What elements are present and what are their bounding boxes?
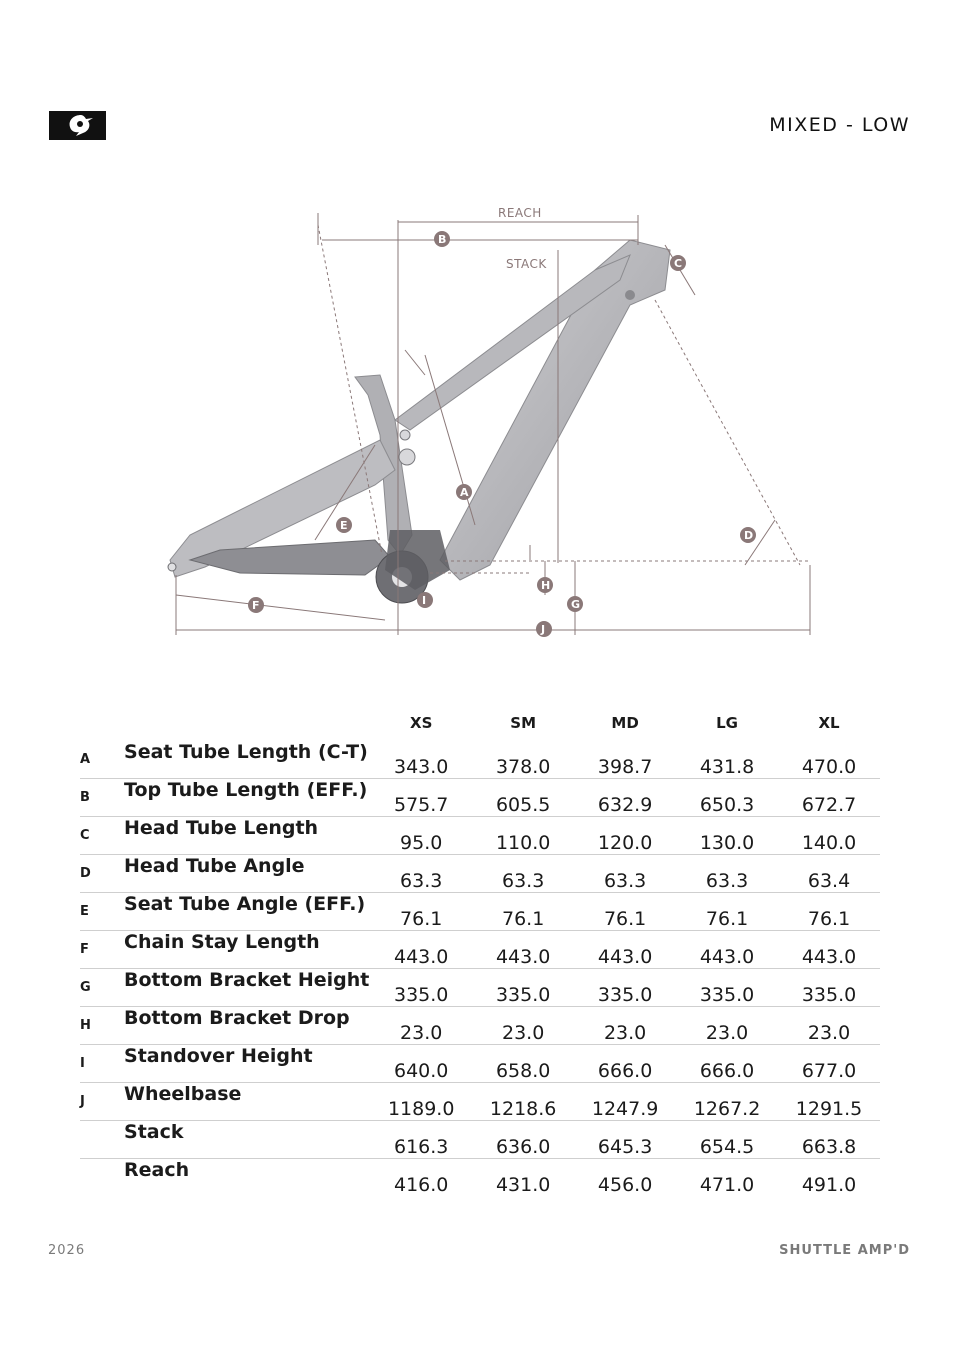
row-value: 431.0 bbox=[495, 1174, 551, 1196]
row-measurement-name: Bottom Bracket Drop bbox=[124, 1007, 370, 1045]
row-value: 470.0 bbox=[778, 741, 880, 779]
row-value: 76.1 bbox=[676, 893, 778, 931]
svg-text:B: B bbox=[438, 233, 447, 246]
row-letter: F bbox=[80, 931, 124, 969]
footer-year: 2026 bbox=[48, 1243, 86, 1258]
row-measurement-name: Bottom Bracket Height bbox=[124, 969, 370, 1007]
row-measurement-name: Top Tube Length (EFF.) bbox=[124, 779, 370, 817]
row-value: 63.3 bbox=[574, 855, 676, 893]
marker-j bbox=[536, 621, 552, 637]
row-letter: I bbox=[80, 1045, 124, 1083]
row-value: 335.0 bbox=[472, 969, 574, 1007]
svg-text:E: E bbox=[340, 519, 348, 532]
row-measurement-name: Reach bbox=[124, 1159, 190, 1181]
column-header: XL bbox=[818, 714, 840, 732]
row-letter bbox=[80, 1121, 124, 1159]
marker-a bbox=[456, 484, 472, 500]
row-value: 23.0 bbox=[778, 1007, 880, 1045]
svg-text:G: G bbox=[571, 598, 581, 611]
row-value: 63.3 bbox=[676, 855, 778, 893]
header-spacer bbox=[80, 705, 124, 741]
row-value: 605.5 bbox=[472, 779, 574, 817]
row-value: 63.3 bbox=[472, 855, 574, 893]
row-letter: C bbox=[80, 817, 124, 855]
row-letter: B bbox=[80, 779, 124, 817]
row-value: 1267.2 bbox=[676, 1083, 778, 1121]
column-header: XS bbox=[410, 714, 433, 732]
row-value: 1218.6 bbox=[472, 1083, 574, 1121]
row-value: 672.7 bbox=[778, 779, 880, 817]
row-value: 23.0 bbox=[574, 1007, 676, 1045]
row-letter: E bbox=[80, 893, 124, 931]
row-value: 443.0 bbox=[676, 931, 778, 969]
table-row bbox=[80, 1121, 880, 1159]
marker-f bbox=[248, 597, 264, 613]
row-value: 23.0 bbox=[370, 1007, 472, 1045]
row-value: 431.8 bbox=[676, 741, 778, 779]
row-value: 666.0 bbox=[574, 1045, 676, 1083]
row-value: 23.0 bbox=[676, 1007, 778, 1045]
row-value: 335.0 bbox=[676, 969, 778, 1007]
row-value: 63.3 bbox=[370, 855, 472, 893]
row-value: 335.0 bbox=[778, 969, 880, 1007]
row-value: 95.0 bbox=[370, 817, 472, 855]
column-header: SM bbox=[510, 714, 537, 732]
row-value: 443.0 bbox=[370, 931, 472, 969]
row-value: 443.0 bbox=[778, 931, 880, 969]
row-measurement-name: Standover Height bbox=[124, 1045, 370, 1083]
row-value: 456.0 bbox=[597, 1174, 653, 1196]
table-row bbox=[80, 779, 880, 817]
table-row bbox=[80, 1083, 880, 1121]
row-value: 140.0 bbox=[778, 817, 880, 855]
brand-logo-icon bbox=[49, 111, 106, 140]
marker-h bbox=[537, 577, 553, 593]
svg-text:J: J bbox=[541, 623, 546, 636]
row-value: 640.0 bbox=[370, 1045, 472, 1083]
marker-c bbox=[670, 255, 686, 271]
row-measurement-name: Seat Tube Length (C-T) bbox=[124, 741, 370, 779]
row-value: 23.0 bbox=[472, 1007, 574, 1045]
marker-b bbox=[434, 231, 450, 247]
row-value: 343.0 bbox=[370, 741, 472, 779]
marker-d bbox=[740, 527, 756, 543]
row-measurement-name: Stack bbox=[124, 1121, 370, 1159]
table-row bbox=[80, 817, 880, 855]
row-value: 416.0 bbox=[393, 1174, 449, 1196]
svg-text:H: H bbox=[541, 579, 551, 592]
row-value: 1189.0 bbox=[370, 1083, 472, 1121]
row-value: 110.0 bbox=[472, 817, 574, 855]
row-value: 575.7 bbox=[370, 779, 472, 817]
row-letter bbox=[80, 1159, 124, 1197]
table-row bbox=[80, 741, 880, 779]
row-letter: G bbox=[80, 969, 124, 1007]
reach-dimension-label: REACH bbox=[498, 206, 542, 220]
svg-text:C: C bbox=[674, 257, 683, 270]
row-value: 666.0 bbox=[676, 1045, 778, 1083]
row-value: 443.0 bbox=[472, 931, 574, 969]
row-measurement-name: Chain Stay Length bbox=[124, 931, 370, 969]
row-value: 443.0 bbox=[574, 931, 676, 969]
row-value: 378.0 bbox=[472, 741, 574, 779]
svg-text:D: D bbox=[744, 529, 754, 542]
marker-e bbox=[336, 517, 352, 533]
row-measurement-name: Wheelbase bbox=[124, 1083, 370, 1121]
geometry-table bbox=[80, 705, 880, 1196]
header-spacer bbox=[124, 705, 370, 741]
bike-frame-illustration bbox=[168, 240, 670, 603]
geometry-mode-label: MIXED - LOW bbox=[769, 114, 910, 136]
marker-i bbox=[417, 592, 433, 608]
svg-text:F: F bbox=[252, 599, 260, 612]
column-header: MD bbox=[611, 714, 639, 732]
row-value: 654.5 bbox=[676, 1121, 778, 1159]
table-row bbox=[80, 969, 880, 1007]
row-value: 76.1 bbox=[370, 893, 472, 931]
row-value: 636.0 bbox=[472, 1121, 574, 1159]
row-measurement-name: Seat Tube Angle (EFF.) bbox=[124, 893, 370, 931]
row-letter: A bbox=[80, 741, 124, 779]
row-letter: D bbox=[80, 855, 124, 893]
row-value: 120.0 bbox=[574, 817, 676, 855]
table-row bbox=[80, 893, 880, 931]
row-value: 645.3 bbox=[574, 1121, 676, 1159]
column-header: LG bbox=[716, 714, 738, 732]
row-letter: H bbox=[80, 1007, 124, 1045]
table-header-row bbox=[80, 705, 880, 741]
row-value: 335.0 bbox=[370, 969, 472, 1007]
marker-g bbox=[567, 596, 583, 612]
table-row bbox=[80, 1045, 880, 1083]
row-measurement-name: Head Tube Length bbox=[124, 817, 370, 855]
row-value: 398.7 bbox=[574, 741, 676, 779]
stack-dimension-label: STACK bbox=[506, 257, 547, 271]
row-value: 491.0 bbox=[801, 1174, 857, 1196]
row-value: 677.0 bbox=[778, 1045, 880, 1083]
row-value: 663.8 bbox=[778, 1121, 880, 1159]
row-value: 650.3 bbox=[676, 779, 778, 817]
footer-model: SHUTTLE AMP'D bbox=[779, 1243, 910, 1258]
row-value: 1291.5 bbox=[778, 1083, 880, 1121]
table-row bbox=[80, 1007, 880, 1045]
row-value: 658.0 bbox=[472, 1045, 574, 1083]
row-value: 76.1 bbox=[778, 893, 880, 931]
row-value: 1247.9 bbox=[574, 1083, 676, 1121]
row-value: 616.3 bbox=[370, 1121, 472, 1159]
svg-text:A: A bbox=[460, 486, 469, 499]
row-value: 632.9 bbox=[574, 779, 676, 817]
row-value: 335.0 bbox=[574, 969, 676, 1007]
row-value: 63.4 bbox=[778, 855, 880, 893]
row-value: 471.0 bbox=[699, 1174, 755, 1196]
table-row bbox=[80, 855, 880, 893]
row-value: 130.0 bbox=[676, 817, 778, 855]
row-letter: J bbox=[80, 1083, 124, 1121]
row-measurement-name: Head Tube Angle bbox=[124, 855, 370, 893]
row-value: 76.1 bbox=[574, 893, 676, 931]
frame-geometry-diagram bbox=[150, 195, 820, 655]
svg-text:I: I bbox=[422, 594, 427, 607]
row-value: 76.1 bbox=[472, 893, 574, 931]
table-row bbox=[80, 1159, 880, 1197]
table-row bbox=[80, 931, 880, 969]
